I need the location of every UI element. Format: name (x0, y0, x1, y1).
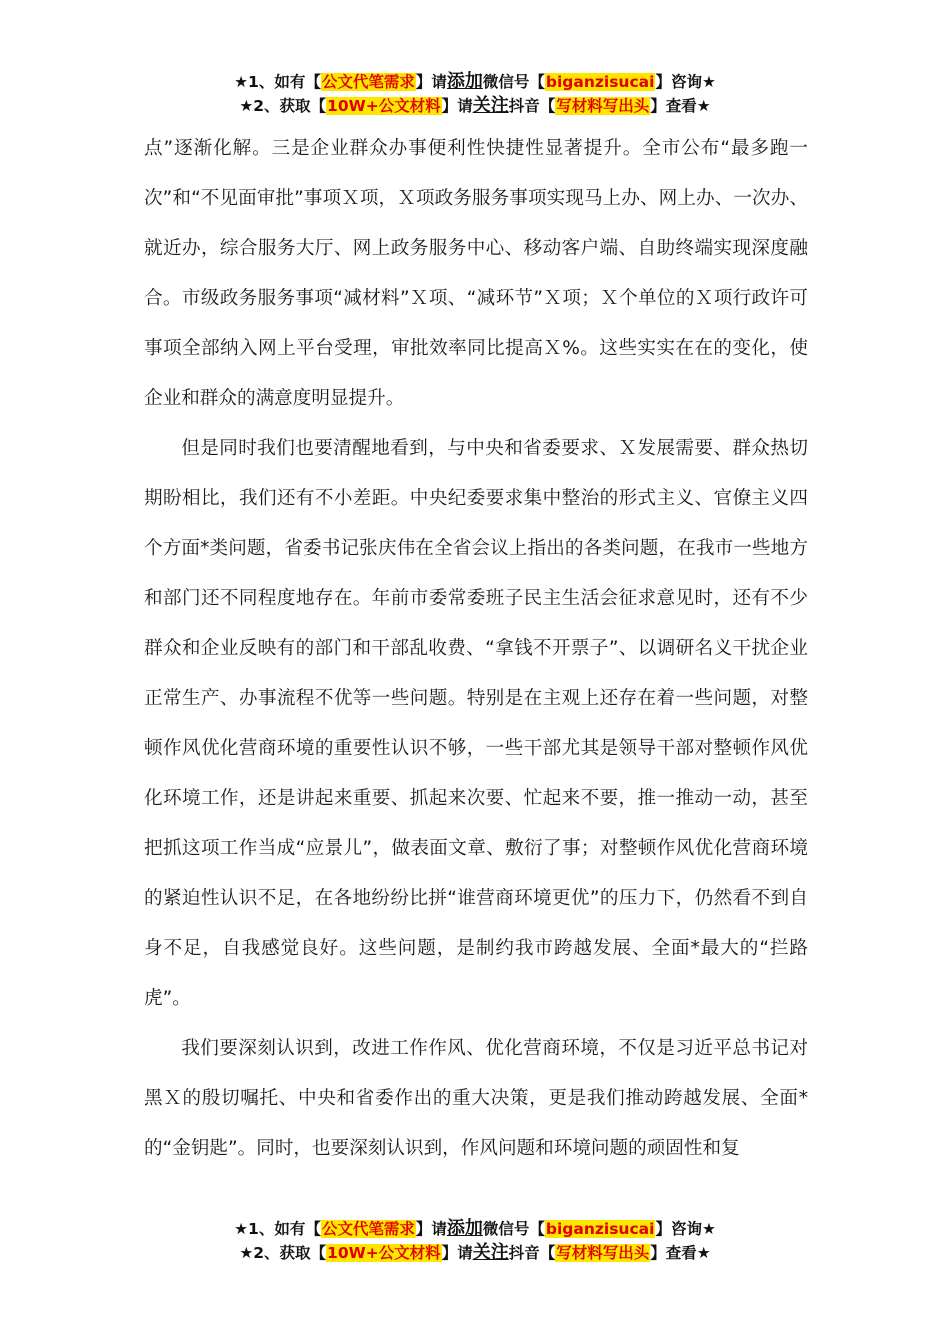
footer-banner (0, 1217, 950, 1265)
banner-line-1 (0, 1217, 950, 1241)
document-body (144, 124, 808, 1174)
banner-line-2 (0, 1241, 950, 1265)
highlight-tag: biganzisucai (545, 1220, 655, 1238)
paragraph-2: 但是同时我们也要清醒地看到，与中央和省委要求、Ｘ发展需要、群众热切期盼相比，我们还有不小差距。中央纪委要求集中整治的形式主义、官僚主义四个方面*类问题，省委书记张庆伟在全省会议上指出的各类问题，在我市一些地方和部门还不同程度地存在。年前市委常委班子民主生活会征求意见时，还有不少群众和企业反映有的部门和干部乱收费、“拿钱不开票子”、以调研名义干扰企业正常生产、办事流程不优等一些问题。特别是在主观上还存在着一些问题，对整顿作风优化营商环境的重要性认识不够，一些干部尤其是领导干部对整顿作风优化环境工作，还是讲起来重要、抓起来次要、忙起来不要，推一推动一动，甚至把抓这项工作当成“应景儿”，做表面文章、敷衍了事；对整顿作风优化营商环境的紧迫性认识不足，在各地纷纷比拼“谁营商环境更优”的压力下，仍然看不到自身不足，自我感觉良好。这些问题，是制约我市跨越发展、全面*最大的“拦路虎”。 (144, 438, 808, 1009)
banner-text: ★1、如有【 (234, 1220, 321, 1238)
banner-text: ★2、获取【 (239, 1244, 327, 1262)
highlight-tag: 写材料写出头 (556, 97, 650, 115)
paragraph-3: 我们要深刻认识到，改进工作作风、优化营商环境，不仅是习近平总书记对黑Ｘ的殷切嘱托、中央和省委作出的重大决策，更是我们推动跨越发展、全面*的“金钥匙”。同时，也要深刻认识到，作风问题和环境问题的顽固性和复 (144, 1038, 808, 1159)
banner-text: ★1、如有【 (234, 73, 321, 91)
banner-text: 抖音【 (508, 1244, 556, 1262)
banner-text: 】咨询★ (655, 1220, 716, 1238)
banner-text: 】查看★ (650, 97, 711, 115)
banner-text: 抖音【 (508, 97, 556, 115)
banner-text: 】查看★ (650, 1244, 711, 1262)
banner-text: 】请 (441, 97, 473, 115)
emphasis-text: 添加 (446, 1218, 483, 1239)
emphasis-text: 关注 (472, 95, 509, 116)
highlight-tag: 公文代笔需求 (321, 1220, 415, 1238)
highlight-tag: 写材料写出头 (556, 1244, 650, 1262)
banner-text: 】请 (415, 73, 447, 91)
header-banner (0, 70, 950, 118)
banner-text: ★2、获取【 (239, 97, 327, 115)
highlight-tag: biganzisucai (545, 73, 655, 91)
banner-text: 】咨询★ (655, 73, 716, 91)
banner-line-2 (0, 94, 950, 118)
banner-line-1 (0, 70, 950, 94)
banner-text: 微信号【 (482, 1220, 545, 1238)
banner-text: 】请 (415, 1220, 447, 1238)
highlight-tag: 公文代笔需求 (321, 73, 415, 91)
highlight-tag: 10W+公文材料 (327, 97, 441, 115)
emphasis-text: 关注 (472, 1242, 509, 1263)
emphasis-text: 添加 (446, 71, 483, 92)
paragraph-1: 点”逐渐化解。三是企业群众办事便利性快捷性显著提升。全市公布“最多跑一次”和“不见面审批”事项Ｘ项，Ｘ项政务服务事项实现马上办、网上办、一次办、就近办，综合服务大厅、网上政务服务中心、移动客户端、自助终端实现深度融合。市级政务服务事项“减材料”Ｘ项、“减环节”Ｘ项；Ｘ个单位的Ｘ项行政许可事项全部纳入网上平台受理，审批效率同比提高Ｘ%。这些实实在在的变化，使企业和群众的满意度明显提升。 (144, 138, 808, 409)
highlight-tag: 10W+公文材料 (327, 1244, 441, 1262)
banner-text: 】请 (441, 1244, 473, 1262)
banner-text: 微信号【 (482, 73, 545, 91)
